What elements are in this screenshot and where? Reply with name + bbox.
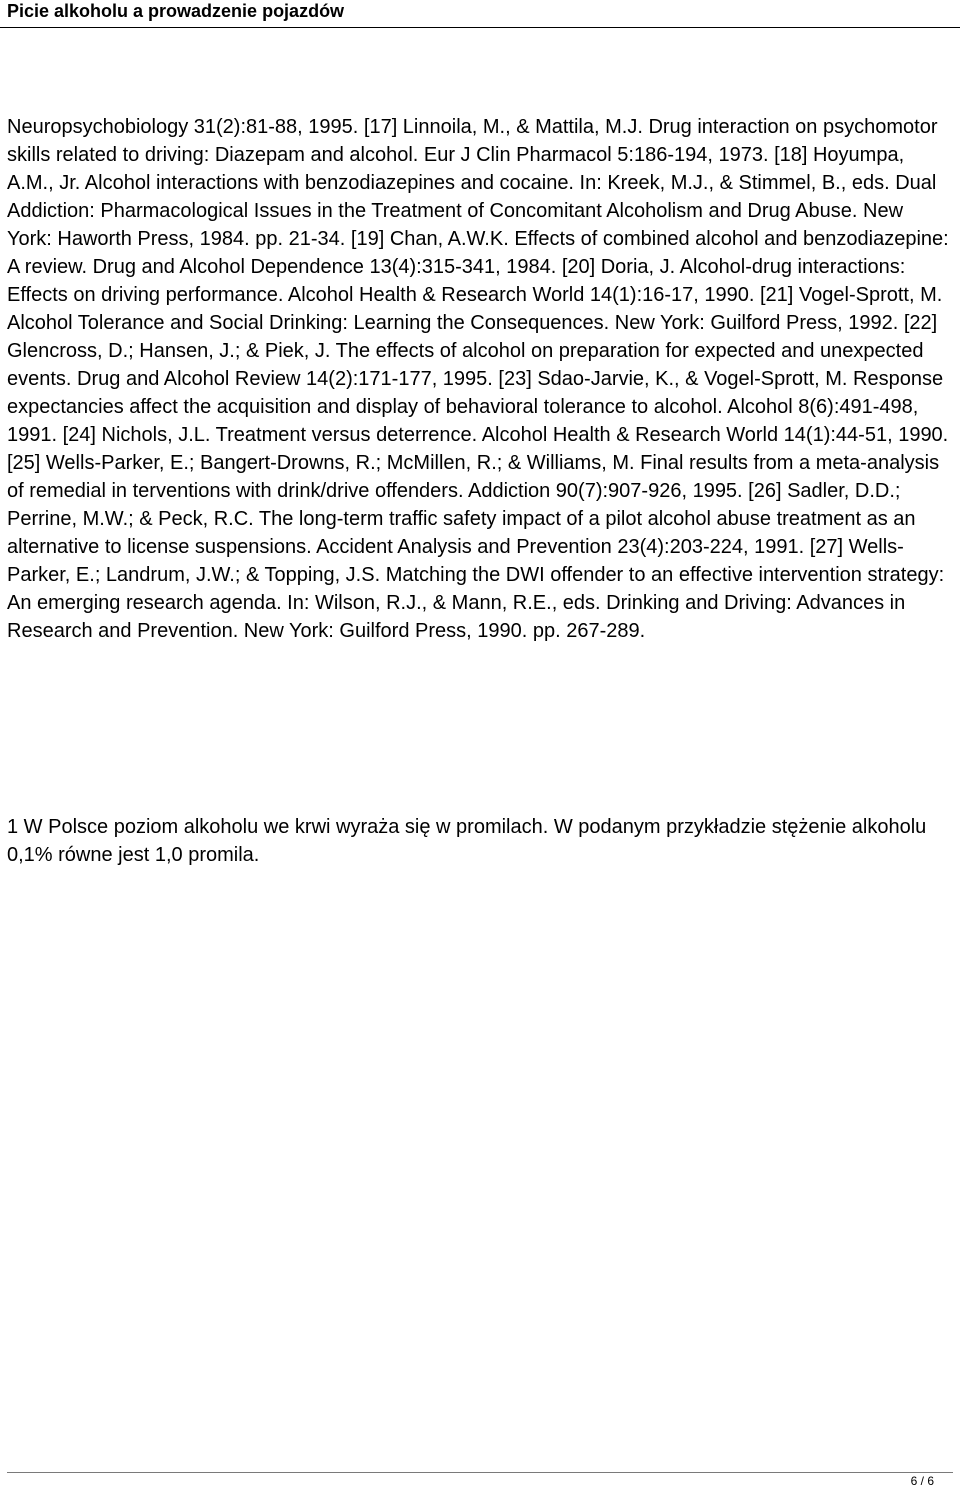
document-header: [0, 0, 960, 30]
footnote-paragraph: 1 W Polsce poziom alkoholu we krwi wyraża się w promilach. W podanym przykładzie stężenie alkoholu 0,1% równe jest 1,0 promila.: [7, 816, 927, 866]
page-number: 6 / 6: [910, 1474, 934, 1488]
references-paragraph: Neuropsychobiology 31(2):81-88, 1995. [17] Linnoila, M., & Mattila, M.J. Drug interaction on psychomotor skills related to driving: Diazepam and alcohol. Eur J Clin Pharmacol 5:186-194, 1973. [18] Hoyumpa, A.M., Jr. Alcohol interactions with benzodiazepines and cocaine. In: Kreek, M.J., & Stimmel, B., eds. Dual Addiction: Pharmacological Issues in the Treatment of Concomitant Alcoholism and Drug Abuse. New York: Haworth Press, 1984. pp. 21-34. [19] Chan, A.W.K. Effects of combined alcohol and benzodiazepine: A review. Drug and Alcohol Dependence 13(4):315-341, 1984. [20] Doria, J. Alcohol-drug interactions: Effects on driving performance. Alcohol Health & Research World 14(1):16-17, 1990. [21] Vogel-Sprott, M. Alcohol Tolerance and Social Drinking: Learning the Consequences. New York: Guilford Press, 1992. [22] Glencross, D.; Hansen, J.; & Piek, J. The effects of alcohol on preparation for expected and unexpected events. Drug and Alcohol Review 14(2):171-177, 1995. [23] Sdao-Jarvie, K., & Vogel-Sprott, M. Response expectancies affect the acquisition and display of behavioral tolerance to alcohol. Alcohol 8(6):491-498, 1991. [24] Nichols, J.L. Treatment versus deterrence. Alcohol Health & Research World 14(1):44-51, 1990. [25] Wells-Parker, E.; Bangert-Drowns, R.; McMillen, R.; & Williams, M. Final results from a meta-analysis of remedial in terventions with drink/drive offenders. Addiction 90(7):907-926, 1995. [26] Sadler, D.D.; Perrine, M.W.; & Peck, R.C. The long-term traffic safety impact of a pilot alcohol abuse treatment as an alternative to license suspensions. Accident Analysis and Prevention 23(4):203-224, 1991. [27] Wells-Parker, E.; Landrum, J.W.; & Topping, J.S. Matching the DWI offender to an effective intervention strategy: An emerging research agenda. In: Wilson, R.J., & Mann, R.E., eds. Drinking and Driving: Advances in Research and Prevention. New York: Guilford Press, 1990. pp. 267-289.: [7, 116, 949, 642]
header-divider: [0, 27, 960, 28]
footer-divider: [7, 1472, 953, 1473]
document-title: Picie alkoholu a prowadzenie pojazdów: [7, 1, 345, 21]
